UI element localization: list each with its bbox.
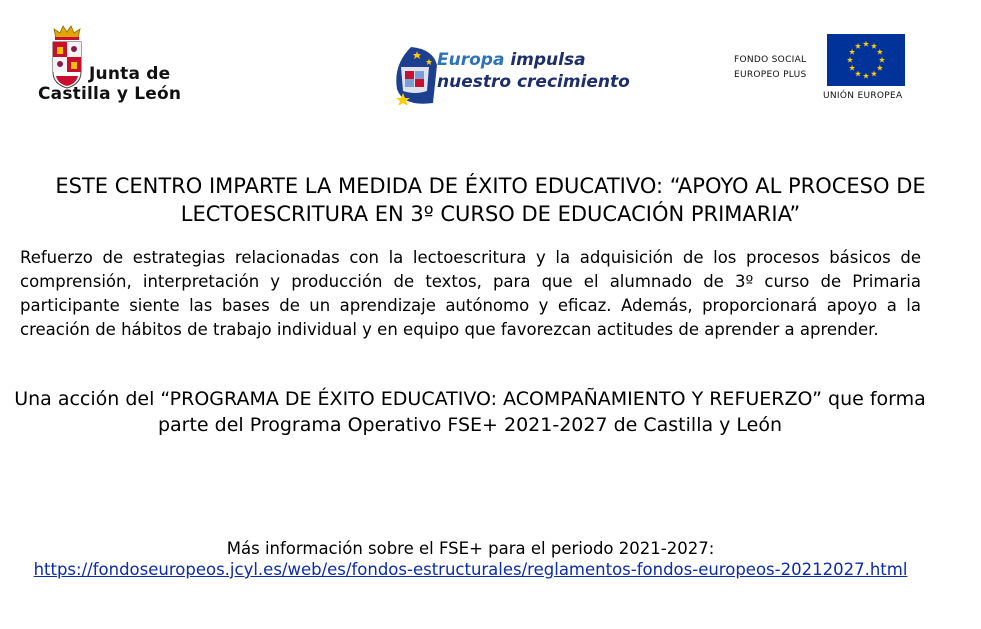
more-info-block: [20, 538, 921, 580]
jcyl-crest-icon: [50, 24, 84, 90]
fse-label: [734, 53, 807, 83]
program-action-statement: Una acción del “PROGRAMA DE ÉXITO EDUCATIVO: ACOMPAÑAMIENTO Y REFUERZO” que forma parte del Programa Operativo FSE+ 2021-2027 de Castilla y León: [14, 388, 926, 436]
jcyl-name-line2: Castilla y León: [38, 84, 182, 104]
europa-word: Europa: [437, 50, 505, 70]
jcyl-name-line1: Junta de: [89, 64, 171, 84]
europa-badge-icon: [393, 45, 439, 105]
eu-label: UNIÓN EUROPEA: [823, 91, 903, 101]
fse-info-link[interactable]: https://fondoseuropeos.jcyl.es/web/es/fondos-estructurales/reglamentos-fondos-europeos-20212027.html: [33, 560, 908, 579]
measure-description: Refuerzo de estrategias relacionadas con la lectoescritura y la adquisición de los procesos básicos de comprensión, interpretación y producción de textos, para que el alumnado de 3º curso de Primaria participante siente las bases de un aprendizaje autónomo y eficaz. Además, proporcionará apoyo a la creación de hábitos de trabajo individual y en equipo que favorezcan actitudes de aprender a aprender.: [20, 248, 921, 339]
eu-flag-icon: [827, 34, 905, 86]
more-info-label: Más información sobre el FSE+ para el periodo 2021-2027:: [226, 539, 715, 558]
fse-label-line2: EUROPEO PLUS: [734, 70, 807, 80]
europa-impulsa-logo: [393, 45, 630, 115]
impulsa-word: impulsa: [510, 50, 586, 70]
europa-slogan-line2: nuestro crecimiento: [437, 72, 630, 92]
jcyl-logo: [38, 24, 188, 110]
page-title: ESTE CENTRO IMPARTE LA MEDIDA DE ÉXITO EDUCATIVO: “APOYO AL PROCESO DE LECTOESCRITURA EN 3º CURSO DE EDUCACIÓN PRIMARIA”: [55, 174, 926, 226]
fse-label-line1: FONDO SOCIAL: [734, 55, 807, 65]
fse-eu-logo: [734, 34, 914, 106]
